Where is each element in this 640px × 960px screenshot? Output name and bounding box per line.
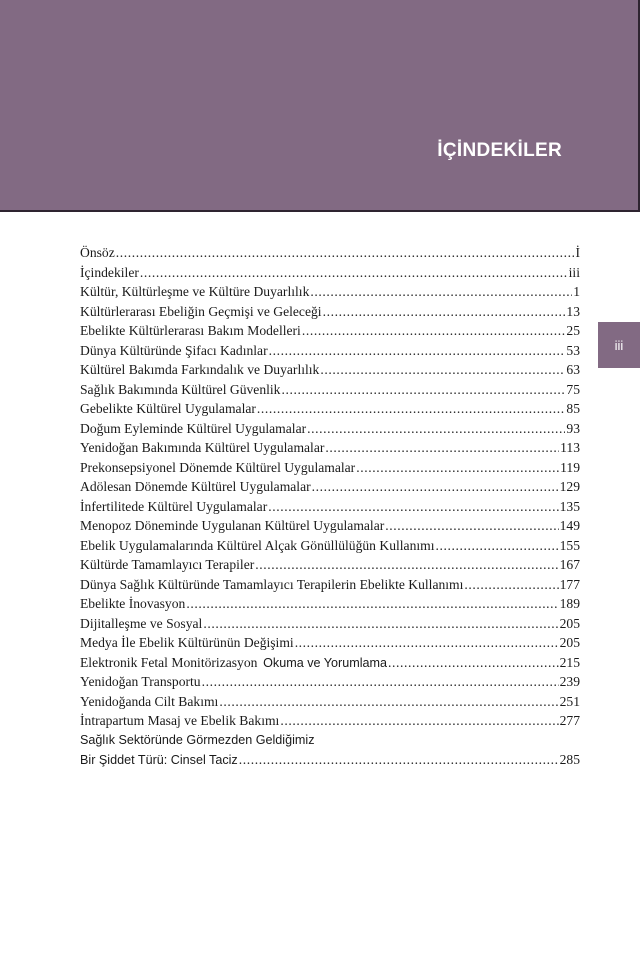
toc-entry-leader-dots xyxy=(202,674,559,690)
toc-entry xyxy=(80,382,580,402)
toc-entry-title: Menopoz Döneminde Uygulanan Kültürel Uygulamalar xyxy=(80,518,385,533)
page-title: İÇİNDEKİLER xyxy=(437,140,562,161)
toc-entry-page-number: 93 xyxy=(566,420,580,436)
toc-entry-page-number: 135 xyxy=(559,498,580,514)
toc-entry-leader-dots xyxy=(257,401,566,417)
toc-entry-title: Prekonsepsiyonel Dönemde Kültürel Uygulamalar xyxy=(80,459,356,475)
toc-entry-title-continued: Okuma ve Yorumlama xyxy=(263,655,388,670)
toc-entry xyxy=(80,362,580,382)
toc-entry-leader-dots xyxy=(269,343,566,359)
toc-entry-leader-dots xyxy=(203,616,558,632)
toc-entry-page-number: 113 xyxy=(560,440,580,455)
toc-entry xyxy=(80,733,580,753)
toc-entry-leader-dots xyxy=(323,304,566,320)
toc-entry-title: Önsöz xyxy=(80,245,115,260)
toc-entry-page-number: 177 xyxy=(559,576,580,592)
toc-entry-page-number: iii xyxy=(568,264,580,280)
toc-entry-leader-dots xyxy=(219,694,558,710)
toc-entry-page-number: 13 xyxy=(566,303,580,319)
toc-entry-page-number: 167 xyxy=(559,557,580,572)
toc-entry xyxy=(80,616,580,636)
toc-entry-title: Ebelikte İnovasyon xyxy=(80,596,186,611)
toc-entry-title: Adölesan Dönemde Kültürel Uygulamalar xyxy=(80,479,311,494)
toc-entry-page-number: 189 xyxy=(559,596,580,611)
toc-entry-title: Dijitalleşme ve Sosyal xyxy=(80,615,203,631)
toc-entry-page-number: 277 xyxy=(559,713,580,728)
toc-entry-title: Sağlık Sektöründe Görmezden Geldiğimiz xyxy=(80,732,315,747)
toc-entry xyxy=(80,245,580,265)
toc-entry-leader-dots xyxy=(140,265,568,281)
toc-entry-page-number: 239 xyxy=(559,674,580,689)
toc-entry-title: Ebelikte Kültürlerarası Bakım Modelleri xyxy=(80,323,301,338)
toc-entry-title: Bir Şiddet Türü: Cinsel Taciz xyxy=(80,753,238,767)
toc-entry-leader-dots xyxy=(388,655,559,671)
toc-entry-leader-dots xyxy=(320,362,565,378)
toc-entry-page-number: 75 xyxy=(566,381,580,397)
toc-entry-title: Kültürde Tamamlayıcı Terapiler xyxy=(80,557,255,572)
toc-entry-leader-dots xyxy=(385,518,558,534)
toc-entry xyxy=(80,557,580,577)
toc-entry-page-number: 63 xyxy=(566,362,580,377)
toc-entry xyxy=(80,265,580,285)
toc-entry-title: Ebelik Uygulamalarında Kültürel Alçak Gönüllülüğün Kullanımı xyxy=(80,537,435,553)
toc-entry-title: Yenidoğan Transportu xyxy=(80,674,201,689)
page-number-tab xyxy=(598,322,640,368)
toc-entry-leader-dots xyxy=(302,323,566,339)
toc-entry xyxy=(80,421,580,441)
toc-entry-leader-dots xyxy=(239,752,559,768)
toc-entry xyxy=(80,577,580,597)
toc-entry-page-number: 25 xyxy=(566,323,580,338)
toc-entry-title: Kültür, Kültürleşme ve Kültüre Duyarlılık xyxy=(80,284,310,299)
toc-entry-leader-dots xyxy=(310,284,572,300)
toc-entry-page-number: 215 xyxy=(559,654,580,670)
toc-entry-leader-dots xyxy=(436,538,559,554)
toc-entry-title: Dünya Sağlık Kültüründe Tamamlayıcı Terapilerin Ebelikte Kullanımı xyxy=(80,576,464,592)
toc-entry-title: Yenidoğanda Cilt Bakımı xyxy=(80,693,219,709)
toc-entry xyxy=(80,304,580,324)
toc-entry-leader-dots xyxy=(356,460,559,476)
toc-entry xyxy=(80,401,580,421)
toc-entry-title: Sağlık Bakımında Kültürel Güvenlik xyxy=(80,381,281,397)
toc-entry-page-number: 205 xyxy=(559,615,580,631)
toc-entry-title: İntrapartum Masaj ve Ebelik Bakımı xyxy=(80,713,280,728)
toc-entry xyxy=(80,499,580,519)
toc-entry xyxy=(80,538,580,558)
toc-entry xyxy=(80,460,580,480)
toc-entry xyxy=(80,596,580,616)
toc-entry-title: Doğum Eyleminde Kültürel Uygulamalar xyxy=(80,420,307,436)
toc-entry-page-number: İ xyxy=(575,245,580,260)
toc-entry-title: İçindekiler xyxy=(80,264,139,280)
toc-entry xyxy=(80,752,580,772)
toc-entry-leader-dots xyxy=(281,382,565,398)
toc-entry-page-number: 119 xyxy=(560,459,580,475)
toc-entry-title: İnfertilitede Kültürel Uygulamalar xyxy=(80,498,268,514)
toc-entry-page-number: 53 xyxy=(566,342,580,358)
toc-entry-title: Kültürlerarası Ebeliğin Geçmişi ve Geleceği xyxy=(80,303,322,319)
toc-entry xyxy=(80,284,580,304)
toc-entry-page-number: 85 xyxy=(566,401,580,416)
toc-entry-leader-dots xyxy=(464,577,558,593)
toc-entry xyxy=(80,635,580,655)
header-band xyxy=(0,0,640,212)
toc-entry-title: Gebelikte Kültürel Uygulamalar xyxy=(80,401,256,416)
toc-entry-leader-dots xyxy=(186,596,558,612)
toc-entry-page-number: 205 xyxy=(559,635,580,650)
toc-entry-page-number: 1 xyxy=(573,284,580,299)
table-of-contents xyxy=(80,245,580,772)
toc-entry-page-number: 251 xyxy=(559,693,580,709)
toc-entry-page-number: 129 xyxy=(559,479,580,494)
toc-entry-leader-dots xyxy=(268,499,558,515)
toc-entry-title: Medya İle Ebelik Kültürünün Değişimi xyxy=(80,635,294,650)
toc-entry-page-number: 155 xyxy=(559,537,580,553)
toc-entry xyxy=(80,440,580,460)
toc-entry-leader-dots xyxy=(255,557,558,573)
page-number-label: iii xyxy=(614,337,624,353)
toc-entry xyxy=(80,713,580,733)
toc-entry-leader-dots xyxy=(307,421,565,437)
toc-entry-title: Kültürel Bakımda Farkındalık ve Duyarlılık xyxy=(80,362,320,377)
toc-entry xyxy=(80,694,580,714)
toc-entry xyxy=(80,655,580,675)
toc-entry-title: Yenidoğan Bakımında Kültürel Uygulamalar xyxy=(80,440,325,455)
toc-entry-page-number: 149 xyxy=(559,518,580,533)
toc-entry-leader-dots xyxy=(295,635,559,651)
toc-entry-leader-dots xyxy=(312,479,559,495)
toc-entry-title: Elektronik Fetal Monitörizasyon xyxy=(80,654,258,670)
toc-entry xyxy=(80,323,580,343)
toc-entry-title: Dünya Kültüründe Şifacı Kadınlar xyxy=(80,342,268,358)
toc-entry-leader-dots xyxy=(280,713,558,729)
toc-entry-page-number: 285 xyxy=(559,752,580,767)
toc-entry-leader-dots xyxy=(116,245,575,261)
toc-entry xyxy=(80,343,580,363)
toc-entry xyxy=(80,518,580,538)
toc-entry xyxy=(80,674,580,694)
toc-entry xyxy=(80,479,580,499)
toc-entry-leader-dots xyxy=(325,440,559,456)
